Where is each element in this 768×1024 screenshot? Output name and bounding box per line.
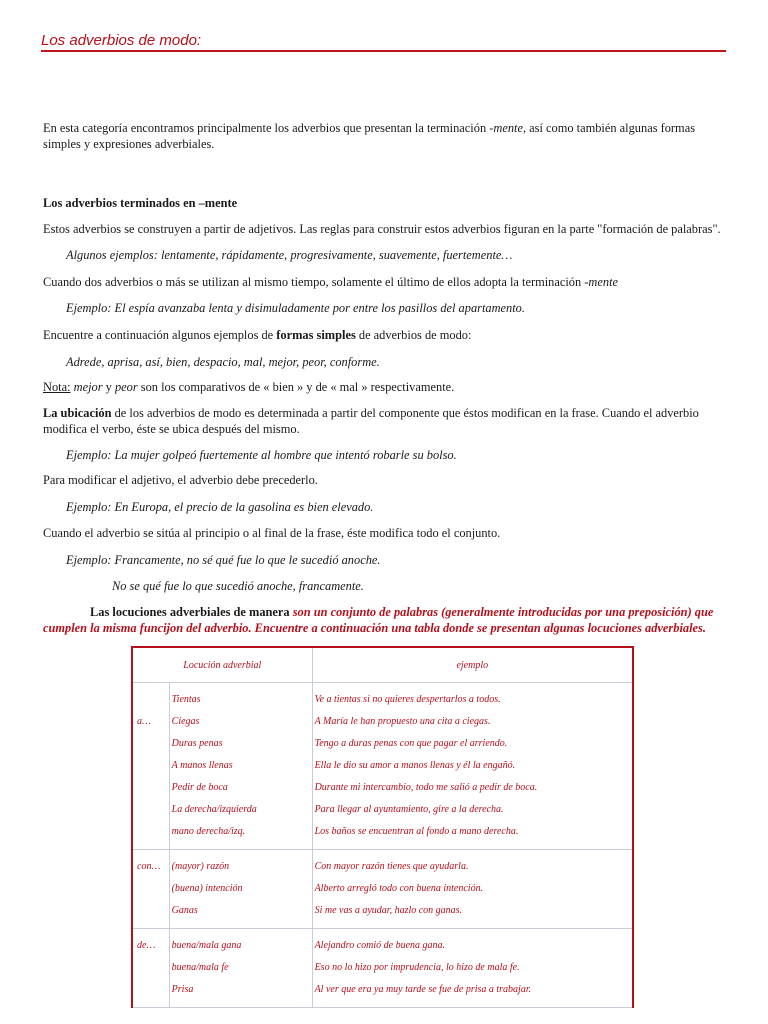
locucion-text: buena/mala gana: [171, 940, 242, 951]
group-prefix-cell: [132, 929, 169, 1008]
locucion-text: Duras penas: [171, 738, 223, 749]
table-group-row: [132, 683, 633, 850]
section-heading: Los adverbios terminados en –mente: [43, 196, 238, 210]
locucion-cell: [169, 683, 312, 850]
intro-paragraph: En esta categoría encontramos principalmente los adverbios que presentan la terminación -mente, así como también algunas formas simples y expresiones adverbiales.: [43, 121, 696, 151]
ejemplo-text: Ella le dio su amor a manos llenas y él la engañó.: [314, 760, 516, 771]
locucion-cell: [169, 929, 312, 1008]
locucion-text: Tientas: [171, 694, 201, 705]
ejemplo-text: Eso no lo hizo por imprudencia, lo hizo de mala fe.: [314, 962, 520, 973]
ejemplo-text: Tengo a duras penas con que pagar el arriendo.: [314, 738, 508, 749]
locucion-text: (mayor) razón: [171, 861, 230, 872]
table-header-row: [132, 647, 633, 683]
paragraph-dos-adverbios: Cuando dos adverbios o más se utilizan al mismo tiempo, solamente el último de ellos adopta la terminación -mente: [43, 275, 619, 289]
locucion-text: A manos llenas: [171, 760, 233, 771]
locucion-text: Ganas: [171, 905, 198, 916]
locucion-text: La derecha/izquierda: [171, 804, 257, 815]
ejemplo-text: Alberto arregló todo con buena intención.: [314, 883, 484, 894]
locucion-text: Prisa: [171, 984, 194, 995]
nota-paragraph: Nota: mejor y peor son los comparativos de « bien » y de « mal » respectivamente.: [43, 380, 455, 394]
header-ejemplo: ejemplo: [312, 647, 633, 683]
ejemplo-cell: [312, 683, 633, 850]
example-adrede: Adrede, aprisa, así, bien, despacio, mal, mejor, peor, conforme.: [66, 355, 380, 369]
ejemplo-text: Con mayor razón tienes que ayudarla.: [314, 861, 469, 872]
example-espia: Ejemplo: El espía avanzaba lenta y disimuladamente por entre los pasillos del apartamento.: [66, 301, 525, 315]
header-locucion: Locución adverbial: [132, 647, 312, 683]
example-europa: Ejemplo: En Europa, el precio de la gasolina es bien elevado.: [66, 500, 374, 514]
locuciones-table: [131, 646, 634, 1008]
ejemplo-cell: [312, 850, 633, 929]
group-prefix: a…: [137, 716, 151, 727]
ejemplo-text: Los baños se encuentran al fondo a mano derecha.: [314, 826, 519, 837]
example-francamente-2: No se qué fue lo que sucedió anoche, francamente.: [112, 579, 364, 593]
locucion-text: Pedir de boca: [171, 782, 228, 793]
locucion-cell: [169, 850, 312, 929]
ejemplo-cell: [312, 929, 633, 1008]
table-group-row: [132, 929, 633, 1008]
ejemplo-text: Durante mi intercambio, todo me salió a pedir de boca.: [314, 782, 538, 793]
paragraph-formas-simples: Encuentre a continuación algunos ejemplos de formas simples de adverbios de modo:: [43, 328, 472, 342]
example-mujer: Ejemplo: La mujer golpeó fuertemente al hombre que intentó robarle su bolso.: [66, 448, 457, 462]
locuciones-paragraph: Las locuciones adverbiales de manera son un conjunto de palabras (generalmente introducidas por una preposición) que cumplen la misma funcijon del adverbio. Encuentre a continuación una tabla donde se presentan algunas locuciones adverbiales.: [43, 605, 714, 635]
locucion-text: Ciegas: [171, 716, 200, 727]
group-prefix: con…: [137, 861, 161, 872]
group-prefix-cell: [132, 850, 169, 929]
example-francamente-1: Ejemplo: Francamente, no sé qué fue lo que le sucedió anoche.: [66, 553, 381, 567]
ejemplo-text: Si me vas a ayudar, hazlo con ganas.: [314, 905, 463, 916]
paragraph-adjetivo: Para modificar el adjetivo, el adverbio debe precederlo.: [43, 473, 318, 487]
locucion-text: buena/mala fe: [171, 962, 229, 973]
group-prefix-cell: [132, 683, 169, 850]
locucion-text: mano derecha/izq.: [171, 826, 246, 837]
locucion-text: (buena) intención: [171, 883, 243, 894]
ubicacion-paragraph: La ubicación de los adverbios de modo es determinada a partir del componente que éstos modifican en la frase. Cuando el adverbio modifica el verbo, éste se ubica después del mismo.: [43, 406, 699, 436]
ejemplo-text: Alejandro comió de buena gana.: [314, 940, 446, 951]
page-title: Los adverbios de modo:: [41, 32, 726, 52]
ejemplo-text: A María le han propuesto una cita a ciegas.: [314, 716, 491, 727]
ejemplo-text: Ve a tientas si no quieres despertarlos a todos.: [314, 694, 501, 705]
table-group-row: [132, 850, 633, 929]
example-algunos: Algunos ejemplos: lentamente, rápidamente, progresivamente, suavemente, fuertemente…: [66, 248, 513, 262]
paragraph-principio: Cuando el adverbio se sitúa al principio o al final de la frase, éste modifica todo el conjunto.: [43, 526, 501, 540]
group-prefix: de…: [137, 940, 156, 951]
ejemplo-text: Para llegar al ayuntamiento, gire a la derecha.: [314, 804, 504, 815]
paragraph-construyen: Estos adverbios se construyen a partir de adjetivos. Las reglas para construir estos adverbios figuran en la parte "formación de palabras".: [43, 222, 721, 236]
ejemplo-text: Al ver que era ya muy tarde se fue de prisa a trabajar.: [314, 984, 532, 995]
